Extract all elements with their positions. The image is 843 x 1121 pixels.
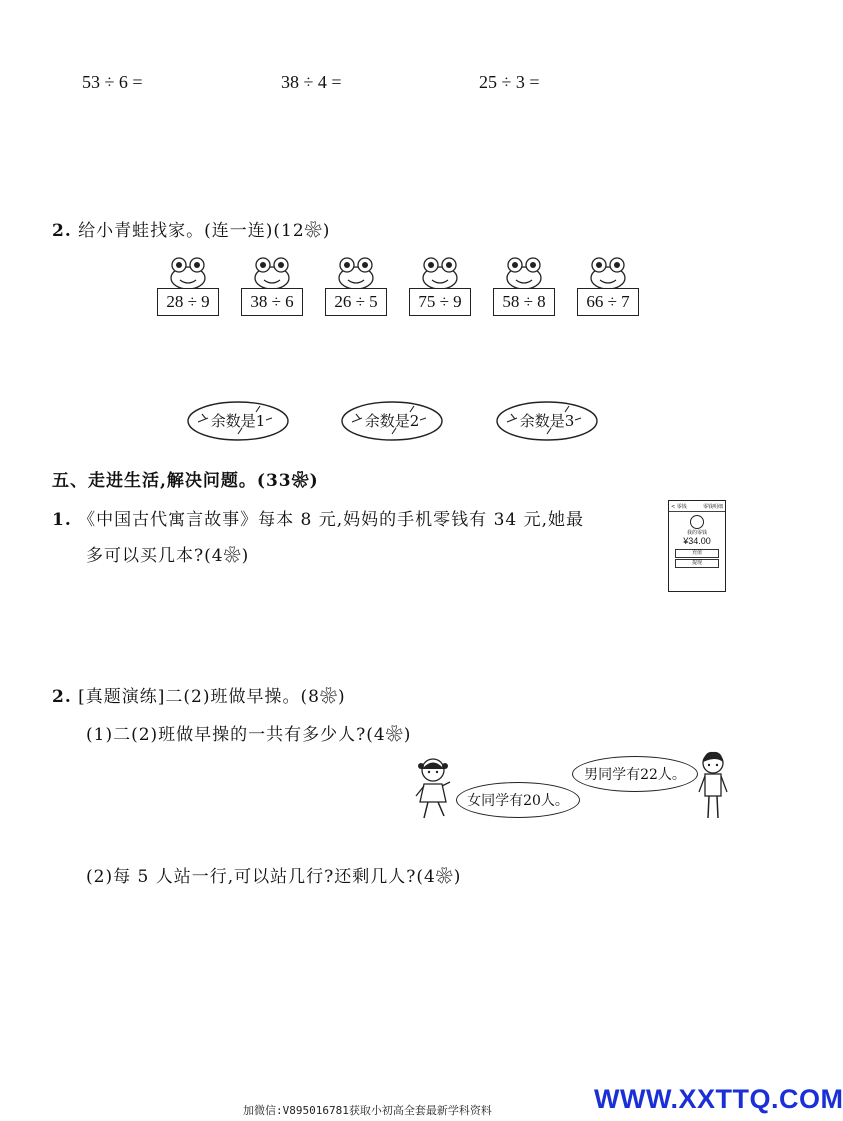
- problem-text: 《中国古代寓言故事》每本 8 元,妈妈的手机零钱有 34 元,她最: [78, 510, 585, 530]
- question-text: 给小青蛙找家。(连一连)(12: [78, 221, 305, 241]
- sub-question-text: (1)二(2)班做早操的一共有多少人?(4: [86, 725, 386, 745]
- phone-caption: 我的零钱: [686, 530, 707, 536]
- phone-balance: ¥34.00: [683, 536, 711, 546]
- phone-recharge-button: 充值: [675, 549, 719, 558]
- flower-icon: ❀: [291, 471, 310, 491]
- problem-title: [真题演练]二(2)班做早操。(8: [78, 687, 320, 707]
- frog-division-expression: 66 ÷ 7: [577, 288, 639, 316]
- question-number: 2.: [52, 221, 72, 241]
- boy-speech-text: 男同学有22人。: [584, 767, 686, 783]
- girl-figure: [412, 756, 454, 822]
- phone-header-right: 零钱明细: [702, 504, 723, 510]
- paren-close: ): [453, 867, 462, 887]
- frog-card: [493, 256, 555, 318]
- frog-card: [409, 256, 471, 318]
- problem-number: 2.: [52, 687, 72, 707]
- problem-number: 1.: [52, 510, 72, 530]
- frog-card: [325, 256, 387, 318]
- paren-close: ): [337, 687, 346, 707]
- phone-header: [669, 501, 725, 512]
- paren-close: ): [403, 725, 412, 745]
- flower-icon: ❀: [319, 687, 338, 707]
- boy-speech-bubble: [572, 756, 698, 792]
- lily-pad: [340, 400, 444, 442]
- frog-division-expression: 58 ÷ 8: [493, 288, 555, 316]
- section-5-heading: [52, 466, 319, 491]
- wallet-coin-icon: [690, 515, 704, 529]
- frog-icon: [252, 256, 292, 290]
- lily-pad-label: 余数是1: [210, 412, 266, 430]
- problem-1-line-1: [52, 505, 584, 530]
- problem-1-line-2: [86, 541, 249, 566]
- phone-header-left: < 零钱: [671, 504, 687, 510]
- boy-figure: [696, 750, 730, 822]
- flower-icon: ❀: [223, 546, 242, 566]
- problem-2-heading: [52, 682, 346, 707]
- frog-division-expression: 26 ÷ 5: [325, 288, 387, 316]
- section-title: 五、走进生活,解决问题。(33: [52, 471, 292, 491]
- lily-pad: [186, 400, 290, 442]
- frog-icon: [420, 256, 460, 290]
- sub-question-1: [86, 720, 411, 745]
- equation-1: 53 ÷ 6 =: [82, 72, 143, 92]
- flower-icon: ❀: [385, 725, 404, 745]
- frog-card: [577, 256, 639, 318]
- site-watermark: WWW.XXTTQ.COM: [594, 1084, 843, 1114]
- lily-pad: [495, 400, 599, 442]
- frog-icon: [168, 256, 208, 290]
- phone-wallet-illustration: [668, 500, 726, 592]
- frog-division-expression: 38 ÷ 6: [241, 288, 303, 316]
- girl-speech-bubble: [456, 782, 580, 818]
- equation-3: 25 ÷ 3 =: [479, 72, 540, 92]
- lily-pad-label: 余数是3: [519, 412, 575, 430]
- frog-division-expression: 28 ÷ 9: [157, 288, 219, 316]
- girl-speech-text: 女同学有20人。: [467, 793, 569, 809]
- problem-text-cont: 多可以买几本?(4: [86, 546, 224, 566]
- paren-close: ): [309, 471, 319, 491]
- question-2-heading: [52, 216, 330, 241]
- sub-question-2: [86, 862, 461, 887]
- equation-2: 38 ÷ 4 =: [281, 72, 342, 92]
- frog-card: [241, 256, 303, 318]
- paren-close: ): [241, 546, 250, 566]
- frog-icon: [504, 256, 544, 290]
- lily-pad-label: 余数是2: [364, 412, 420, 430]
- frog-icon: [336, 256, 376, 290]
- phone-withdraw-button: 提现: [675, 559, 719, 568]
- frog-card: [157, 256, 219, 318]
- flower-icon: ❀: [304, 221, 323, 241]
- frog-icon: [588, 256, 628, 290]
- flower-icon: ❀: [435, 867, 454, 887]
- frog-division-expression: 75 ÷ 9: [409, 288, 471, 316]
- footer-note: 加微信:V895016781获取小初高全套最新学科资料: [243, 1104, 492, 1117]
- paren-close: ): [322, 221, 331, 241]
- sub-question-text: (2)每 5 人站一行,可以站几行?还剩几人?(4: [86, 867, 436, 887]
